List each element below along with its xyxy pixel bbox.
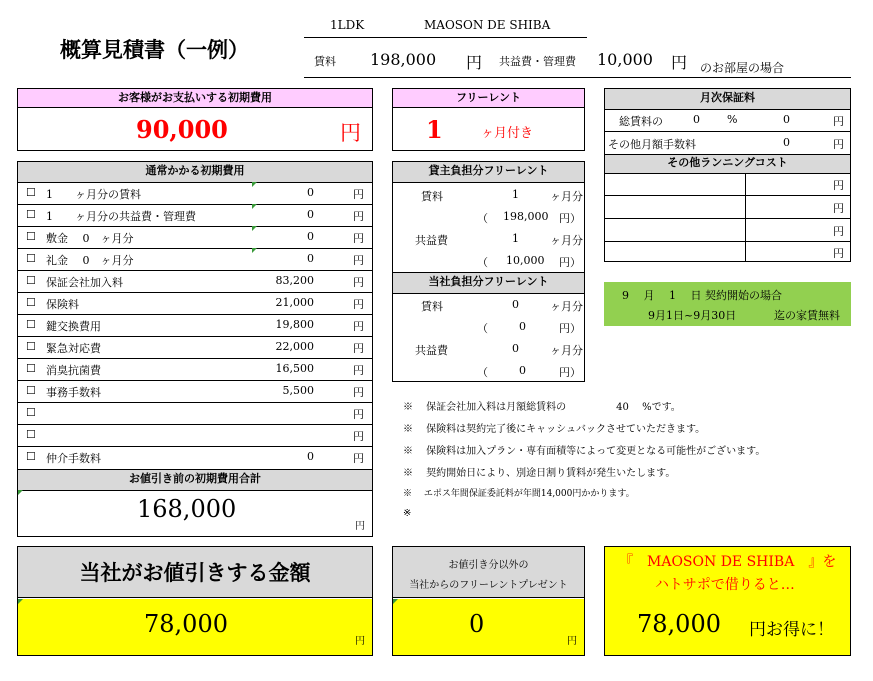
guarantee-yen: 円 <box>833 115 844 128</box>
guarantee-label: 総賃料の <box>619 115 663 128</box>
initial-cost-box <box>17 88 373 151</box>
cost-value: 83,200 <box>275 274 314 287</box>
cost-yen: 円 <box>353 342 364 355</box>
cost-yen: 円 <box>353 386 364 399</box>
guarantee-amount: 0 <box>783 113 790 126</box>
fee-label: 共益費・管理費 <box>499 55 576 68</box>
contract-banner <box>604 282 851 326</box>
company-rent-amount: 0 <box>519 320 526 333</box>
cost-row <box>18 182 372 205</box>
savings-box <box>604 546 851 656</box>
paren-open: （ <box>477 366 488 379</box>
cost-label: 敷金 0 ヶ月分 <box>46 232 134 245</box>
discount-box <box>17 546 373 656</box>
savings-suffix: 円お得に！ <box>749 620 834 640</box>
cost-label: 緊急対応費 <box>46 342 101 355</box>
note-item: ※ 保険料は加入プラン・専有面積等によって変更となる可能性がございます。 <box>403 446 766 457</box>
cost-label: 消臭抗菌費 <box>46 364 101 377</box>
owner-freerent-header: 貸主負担分フリーレント <box>393 162 584 183</box>
company-rent-unit: ヶ月分 <box>550 300 583 313</box>
savings-value: 78,000 <box>637 610 721 638</box>
paren-close: 円） <box>559 322 581 335</box>
cost-value: 5,500 <box>282 384 314 397</box>
running-yen: 円 <box>833 247 844 260</box>
cost-row <box>18 270 372 293</box>
rent-label: 賃料 <box>314 55 336 68</box>
running-cost-row <box>605 241 850 263</box>
savings-line2: ハトサポで借りると… <box>655 577 795 593</box>
present-yen: 円 <box>567 636 577 647</box>
normal-costs-header: 通常かかる初期費用 <box>18 162 372 183</box>
running-yen: 円 <box>833 179 844 192</box>
owner-rent-label: 賃料 <box>421 190 443 203</box>
contract-free: 迄の家賃無料 <box>774 309 840 322</box>
cost-row <box>18 446 372 468</box>
cost-yen: 円 <box>353 364 364 377</box>
cell-marker <box>252 204 257 209</box>
company-freerent-header: 当社負担分フリーレント <box>393 272 584 294</box>
total-header: お値引き前の初期費用合計 <box>18 469 372 491</box>
running-cost-header: その他ランニングコスト <box>605 155 850 174</box>
cost-yen: 円 <box>353 210 364 223</box>
running-cost-row <box>605 173 850 196</box>
paren-close: 円） <box>559 212 581 225</box>
cost-label: 保証会社加入料 <box>46 276 123 289</box>
cost-checkbox[interactable]: ☐ <box>26 450 36 463</box>
cost-checkbox[interactable]: ☐ <box>26 384 36 397</box>
monthly-guarantee-header: 月次保証料 <box>605 89 850 110</box>
note-item: ※ 保証会社加入料は月額総賃料の 40 %です。 <box>403 402 681 413</box>
cost-value: 0 <box>307 208 314 221</box>
note-item: ※ 保険料は契約完了後にキャッシュバックさせていただきます。 <box>403 424 706 435</box>
guarantee-row <box>605 132 850 155</box>
cost-checkbox[interactable]: ☐ <box>26 208 36 221</box>
paren-close: 円） <box>559 366 581 379</box>
cost-yen: 円 <box>353 430 364 443</box>
paren-close: 円） <box>559 256 581 269</box>
cost-row <box>18 402 372 425</box>
company-fee-unit: ヶ月分 <box>550 344 583 357</box>
company-fee-label: 共益費 <box>415 344 448 357</box>
freerent-header: フリーレント <box>393 89 584 108</box>
discount-value: 78,000 <box>144 610 228 638</box>
fee-yen: 円 <box>671 53 688 72</box>
cell-marker <box>252 226 257 231</box>
cost-row <box>18 336 372 359</box>
cell-marker <box>252 248 257 253</box>
cost-value: 16,500 <box>275 362 314 375</box>
company-fee-months: 0 <box>512 342 519 355</box>
cost-value: 0 <box>307 450 314 463</box>
note-item: ※ 契約開始日により、別途日割り賃料が発生いたします。 <box>403 468 676 479</box>
contract-line1: 9 月 1 日 契約開始の場合 <box>622 289 782 302</box>
cost-checkbox[interactable]: ☐ <box>26 318 36 331</box>
owner-fee-label: 共益費 <box>415 234 448 247</box>
guarantee-pct: % <box>727 113 738 126</box>
cost-checkbox[interactable]: ☐ <box>26 296 36 309</box>
contract-period: 9月1日~9月30日 <box>648 309 737 322</box>
owner-rent-unit: ヶ月分 <box>550 190 583 203</box>
property-name: MAOSON DE SHIBA <box>424 18 551 32</box>
owner-freerent-box <box>392 161 585 382</box>
initial-cost-header: お客様がお支払いする初期費用 <box>18 89 372 108</box>
cost-yen: 円 <box>353 298 364 311</box>
cost-label: 事務手数料 <box>46 386 101 399</box>
header-suffix: のお部屋の場合 <box>700 61 785 75</box>
owner-rent-months: 1 <box>512 188 519 201</box>
owner-fee-unit: ヶ月分 <box>550 234 583 247</box>
note-item: ※ <box>403 508 412 519</box>
total-value: 168,000 <box>137 495 237 523</box>
note-item: ※ エポス年間保証委託料が年間14,000円かかります。 <box>403 489 635 499</box>
cost-checkbox[interactable]: ☐ <box>26 428 36 441</box>
cost-yen: 円 <box>353 408 364 421</box>
guarantee-amount: 0 <box>783 136 790 149</box>
cost-row <box>18 314 372 337</box>
company-rent-months: 0 <box>512 298 519 311</box>
cost-label: 1 ヶ月分の共益費・管理費 <box>46 210 196 223</box>
cost-value: 0 <box>307 252 314 265</box>
initial-cost-amount: 90,000 <box>136 115 228 144</box>
cost-value: 22,000 <box>275 340 314 353</box>
cost-yen: 円 <box>353 254 364 267</box>
cost-label: 仲介手数料 <box>46 452 101 465</box>
owner-fee-amount: 10,000 <box>506 254 545 267</box>
guarantee-yen: 円 <box>833 138 844 151</box>
cost-label: 礼金 0 ヶ月分 <box>46 254 134 267</box>
owner-fee-months: 1 <box>512 232 519 245</box>
fee-value: 10,000 <box>597 50 653 69</box>
running-cost-row <box>605 219 850 242</box>
cost-yen: 円 <box>353 188 364 201</box>
cost-yen: 円 <box>353 452 364 465</box>
rent-yen: 円 <box>466 53 483 72</box>
property-info <box>304 16 851 78</box>
company-fee-amount: 0 <box>519 364 526 377</box>
guarantee-rate: 0 <box>693 113 700 126</box>
freerent-months: 1 <box>426 115 443 144</box>
cost-row <box>18 292 372 315</box>
savings-line1: 『 MAOSON DE SHIBA 』を <box>619 554 837 570</box>
cost-value: 21,000 <box>275 296 314 309</box>
cost-checkbox[interactable]: ☐ <box>26 230 36 243</box>
running-cost-row <box>605 196 850 219</box>
cost-checkbox[interactable]: ☐ <box>26 274 36 287</box>
cost-yen: 円 <box>353 232 364 245</box>
cost-value: 0 <box>307 230 314 243</box>
cost-value: 0 <box>307 186 314 199</box>
paren-open: （ <box>477 212 488 225</box>
cost-row <box>18 248 372 271</box>
monthly-guarantee-box <box>604 88 851 262</box>
cell-marker <box>252 182 257 187</box>
cost-checkbox[interactable]: ☐ <box>26 406 36 419</box>
rent-value: 198,000 <box>370 50 437 69</box>
running-yen: 円 <box>833 202 844 215</box>
cost-checkbox[interactable]: ☐ <box>26 186 36 199</box>
discount-yen: 円 <box>355 636 365 647</box>
paren-open: （ <box>477 256 488 269</box>
total-yen: 円 <box>355 521 365 532</box>
paren-open: （ <box>477 322 488 335</box>
cost-checkbox[interactable]: ☐ <box>26 362 36 375</box>
cost-label: 保険料 <box>46 298 79 311</box>
company-rent-label: 賃料 <box>421 300 443 313</box>
cost-row <box>18 424 372 447</box>
freerent-unit: ヶ月付き <box>481 126 534 141</box>
present-header-line1: お値引き分以外の <box>448 560 529 571</box>
guarantee-label: その他月額手数料 <box>608 138 696 151</box>
cost-row <box>18 226 372 249</box>
running-yen: 円 <box>833 225 844 238</box>
cost-checkbox[interactable]: ☐ <box>26 252 36 265</box>
cost-yen: 円 <box>353 276 364 289</box>
normal-costs-box <box>17 161 373 537</box>
cost-yen: 円 <box>353 320 364 333</box>
present-header-line2: 当社からのフリーレントプレゼント <box>409 580 568 591</box>
page-title: 概算見積書（一例） <box>60 37 249 62</box>
owner-rent-amount: 198,000 <box>503 210 549 223</box>
present-value: 0 <box>469 610 485 638</box>
cost-value: 19,800 <box>275 318 314 331</box>
cost-row <box>18 358 372 381</box>
present-box <box>392 546 585 656</box>
initial-cost-yen: 円 <box>340 121 361 145</box>
cost-row <box>18 204 372 227</box>
freerent-box <box>392 88 585 151</box>
cost-label: 鍵交換費用 <box>46 320 101 333</box>
cost-row <box>18 380 372 403</box>
discount-header: 当社がお値引きする金額 <box>18 547 372 598</box>
cost-label: 1 ヶ月分の賃料 <box>46 188 141 201</box>
cost-checkbox[interactable]: ☐ <box>26 340 36 353</box>
layout-label: 1LDK <box>330 18 365 32</box>
guarantee-row <box>605 109 850 132</box>
